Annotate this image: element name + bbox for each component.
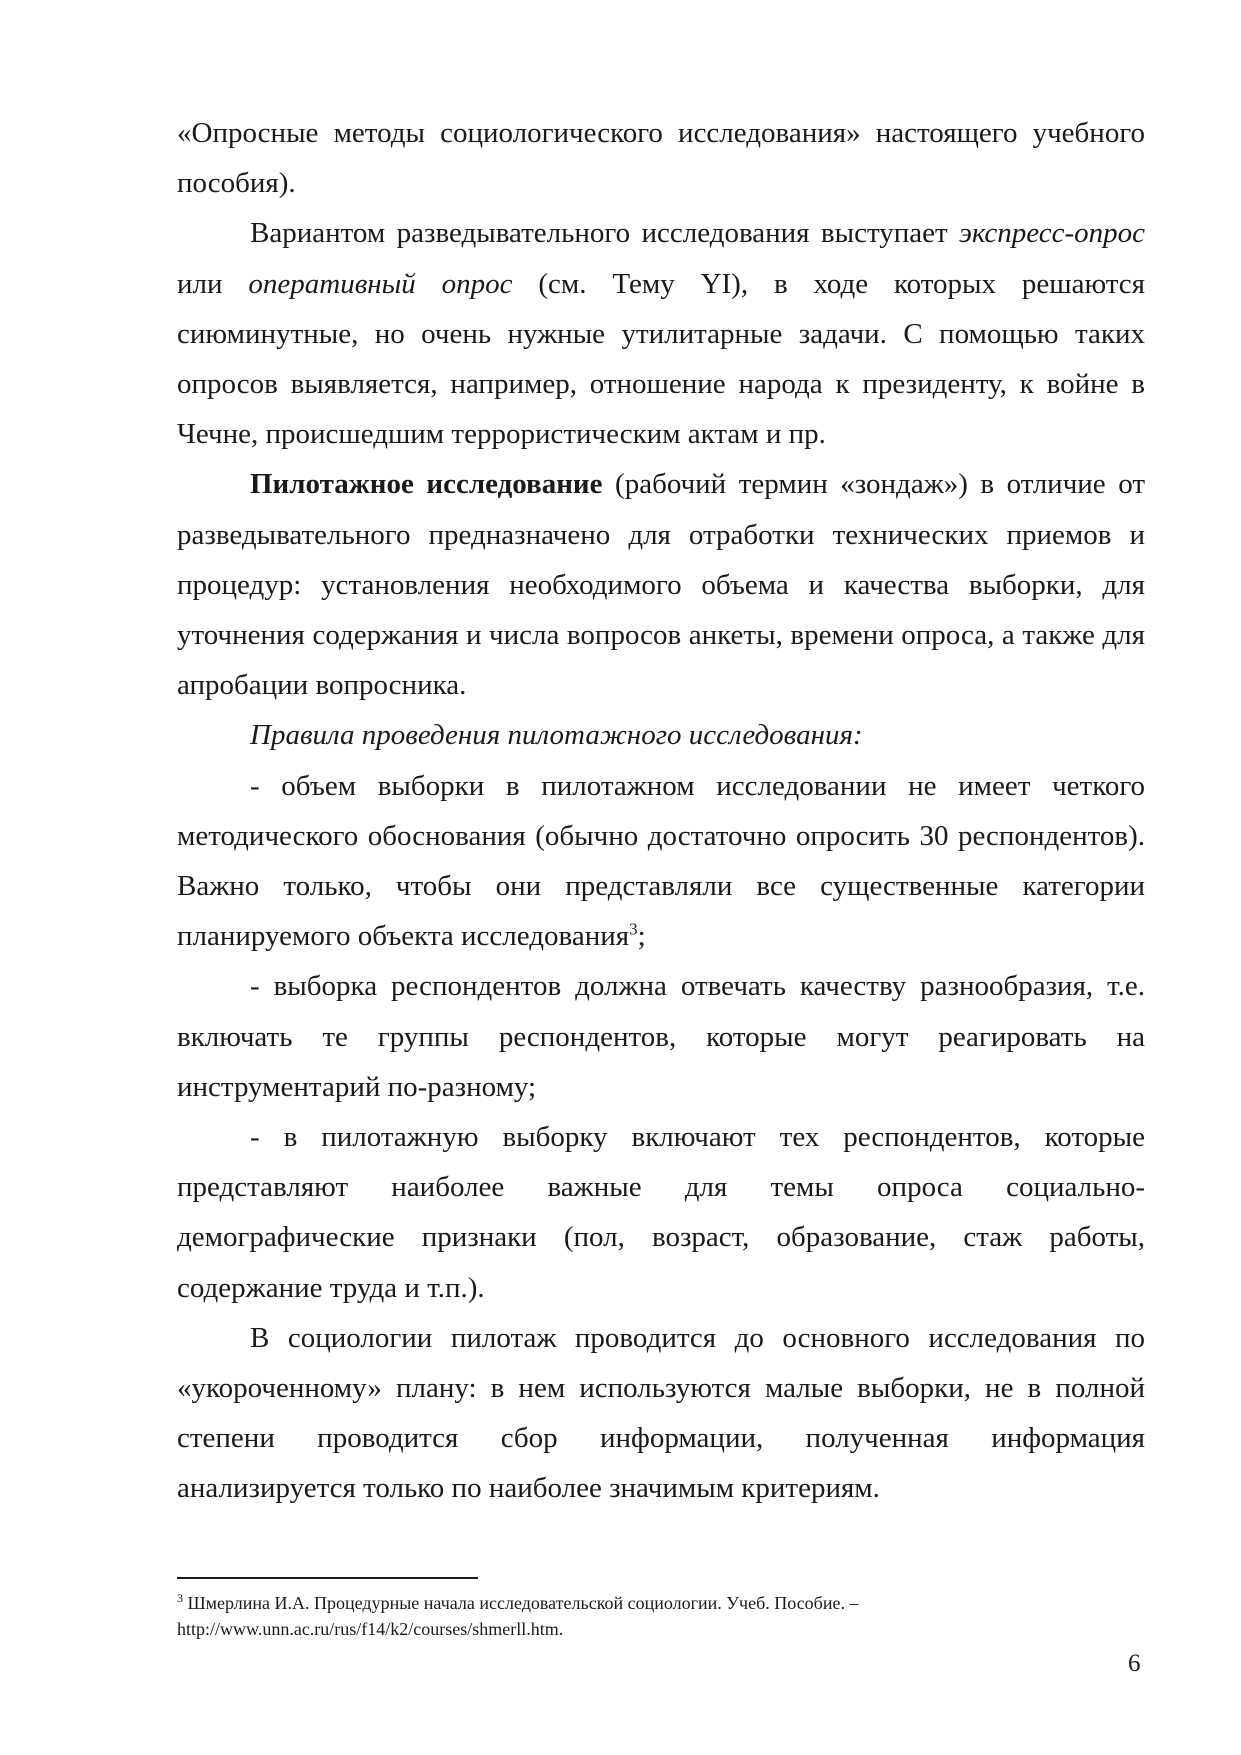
text-segment: (см. Тему YI), в ходе которых решаются сиюминутные, но очень нужные утилитарные задачи. С помощью таких опросов выявляется, например, отношение народа к президенту, к войне в Чечне, происшедшим террористическим актам и пр.: [177, 267, 1145, 451]
body-text: [177, 108, 1145, 1514]
paragraph-rules-heading: [177, 710, 1145, 760]
footnote-line: [177, 1590, 1137, 1616]
rules-heading: Правила проведения пилотажного исследования:: [250, 719, 863, 752]
list-item-diversity: - выборка респондентов должна отвечать качеству разнообразия, т.е. включать те группы респондентов, которые могут реагировать на инструментарий по-разному;: [177, 970, 1145, 1103]
text-segment: Вариантом разведывательного исследования выступает: [250, 217, 960, 250]
list-item-demographics: - в пилотажную выборку включают тех респондентов, которые представляют наиболее важные для темы опроса социально-демографические признаки (пол, возраст, образование, стаж работы, содержание труда и т.п.).: [177, 1121, 1145, 1304]
footnote-url[interactable]: http://www.unn.ac.ru/rus/f14/k2/courses/shmerll.htm.: [177, 1619, 564, 1639]
text-segment: или: [177, 267, 249, 300]
text-segment: - объем выборки в пилотажном исследовании не имеет четкого методического обоснования (обычно достаточно опросить 30 респондентов). Важно только, чтобы они представляли все существенные категории планируемого объекта исследования: [177, 769, 1145, 953]
footnote-divider: [177, 1577, 478, 1579]
paragraph-continuation: «Опросные методы социологического исследования» настоящего учебного пособия).: [177, 117, 1145, 200]
footnote-citation: Шмерлина И.А. Процедурные начала исследовательской социологии. Учеб. Пособие. –: [183, 1593, 859, 1613]
paragraph-sociology-pilot: В социологии пилотаж проводится до основного исследования по «укороченному» плану: в нем используются малые выборки, не в полной степени проводится сбор информации, полученная информация анализируется только по наиболее значимым критериям.: [177, 1321, 1145, 1505]
paragraph-express-survey: [177, 208, 1145, 459]
footnote: [177, 1590, 1137, 1642]
text-segment: ;: [637, 920, 646, 953]
term-express-survey: экспресс-опрос: [959, 217, 1145, 250]
footnote-reference[interactable]: 3: [629, 919, 638, 939]
list-item-sample-size: [177, 761, 1145, 962]
paragraph-pilot-study: [177, 459, 1145, 710]
footnote-mark: 3: [177, 1591, 183, 1605]
page-number: 6: [1128, 1650, 1141, 1677]
text-segment: (рабочий термин «зондаж») в отличие от разведывательного предназначено для отработки технических приемов и процедур: установления необходимого объема и качества выборки, для уточнения содержания и числа вопросов анкеты, времени опроса, а также для апробации вопросника.: [177, 468, 1145, 702]
term-pilot-study: Пилотажное исследование: [250, 468, 603, 501]
term-operative-survey: оперативный опрос: [248, 267, 513, 300]
